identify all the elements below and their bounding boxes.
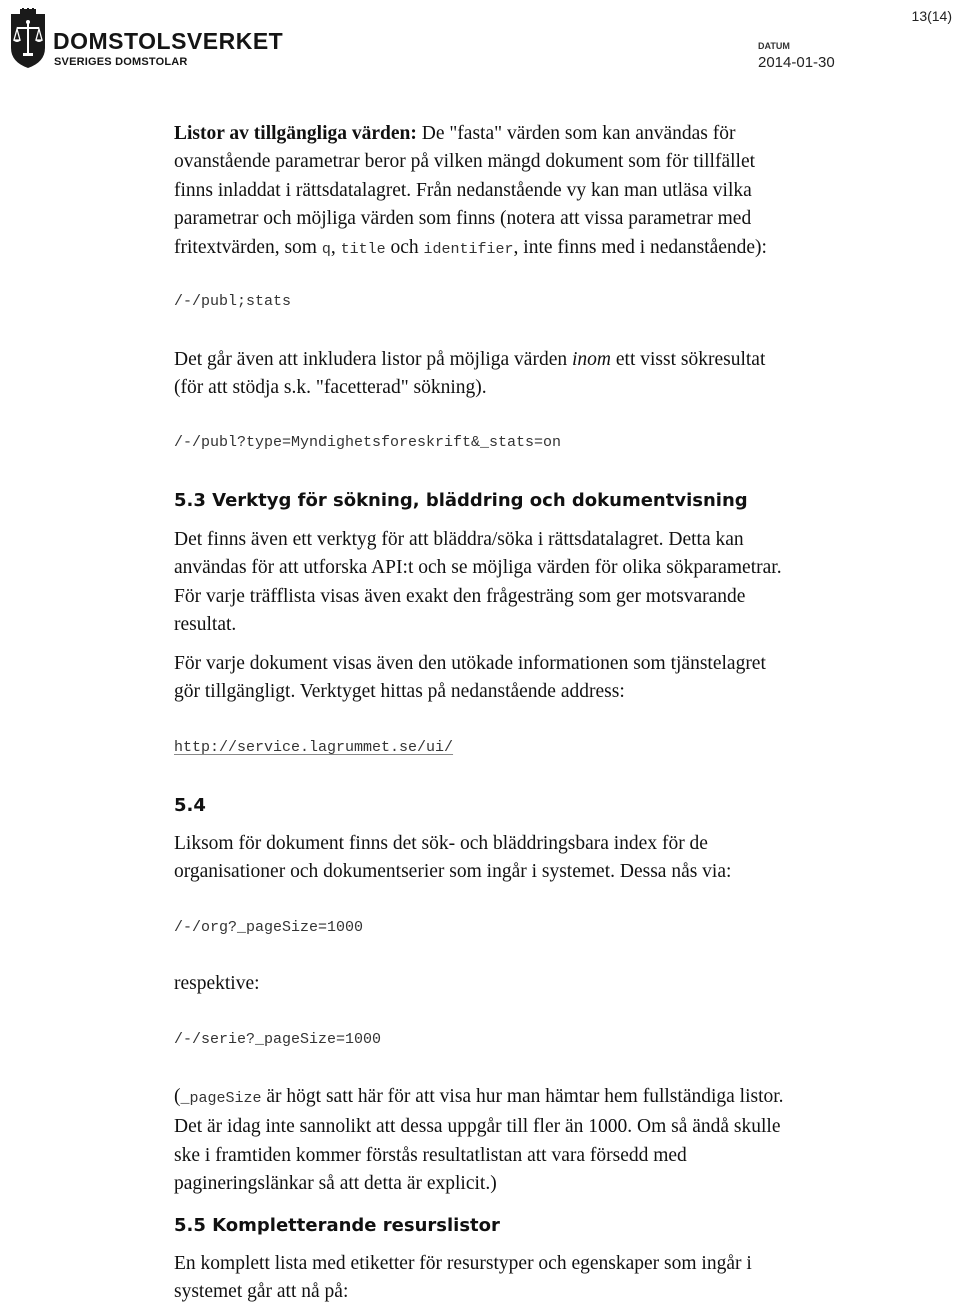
paragraph-tool-address [174,650,766,707]
text-line: organisationer och dokumentserier som ingår i systemet. Dessa nås via: [174,861,732,883]
scales-of-justice-emblem-icon [8,8,48,70]
text-segment: ett visst sökresultat [611,349,766,370]
paragraph-resource-labels [174,1250,752,1307]
paragraph-facets [174,346,765,403]
text-line: (för att stödja s.k. "facetterad" sökning). [174,377,487,399]
text-line: gör tillgängligt. Verktyget hittas på nedanstående address: [174,681,625,703]
text-segment: fritextvärden, som [174,236,322,258]
emphasis-text: inom [572,349,611,370]
text-line: Det finns även ett verktyg för att bläddra/söka i rättsdatalagret. Detta kan [174,529,744,550]
paragraph-index [174,830,731,887]
code-example-stats: /-/publ;stats [174,293,292,310]
text-line: användas för att utforska API:t och se möjliga värden för olika sökparametrar. [174,557,782,579]
text-segment: , [330,236,341,258]
text-line: respektive: [174,973,260,994]
paragraph-lead: Listor av tillgängliga värden: [174,123,417,144]
text-line: Det är idag inte sannolikt att dessa uppgår till fler än 1000. Om så ändå skulle [174,1116,781,1138]
code-example-facet-stats: /-/publ?type=Myndighetsforeskrift&_stats=on [174,434,562,451]
code-example-serie: /-/serie?_pageSize=1000 [174,1031,382,1048]
service-ui-link[interactable]: http://service.lagrummet.se/ui/ [174,739,454,756]
text-line: resultat. [174,614,237,636]
section-heading-5-5: 5.5 Kompletterande resurslistor [174,1215,500,1236]
code-example-org: /-/org?_pageSize=1000 [174,919,364,936]
text-line: För varje dokument visas även den utökade informationen som tjänstelagret [174,653,766,674]
text-segment: och [385,236,424,258]
text-line: systemet går att nå på: [174,1281,349,1303]
paragraph-pagesize-note [174,1083,784,1199]
text-segment: ( [174,1086,181,1107]
date-label: DATUM [758,41,790,51]
text-line: pagineringslänkar så att detta är explicit.) [174,1173,497,1195]
section-heading-5-3: 5.3 Verktyg för sökning, bläddring och dokumentvisning [174,490,748,511]
text-segment: Det går även att inkludera listor på möjliga värden [174,349,572,370]
text-line: ovanstående parametrar beror på vilken mängd dokument som för tillfället [174,151,756,173]
inline-code: identifier [423,240,514,258]
text-line: En komplett lista med etiketter för resurstyper och egenskaper som ingår i [174,1253,752,1274]
date-value: 2014-01-30 [758,54,835,71]
text-line: parametrar och möjliga värden som finns (notera att vissa parametrar med [174,208,752,230]
respektive-text [174,970,260,998]
text-line: finns inladdat i rättsdatalagret. Från nedanstående vy kan man utläsa vilka [174,179,752,201]
brand-name: DOMSTOLSVERKET [53,28,284,54]
text-segment: , inte finns med i nedanstående): [513,236,767,258]
paragraph-available-values [174,120,767,264]
text-line: För varje träfflista visas även exakt den frågesträng som ger motsvarande [174,585,746,607]
page-number: 13(14) [911,8,952,24]
section-heading-5-4: 5.4 [174,795,206,816]
text-line: ske i framtiden kommer förstås resultatlistan att vara försedd med [174,1144,687,1166]
text-line: De "fasta" värden som kan användas för [416,123,736,144]
paragraph-tool-intro [174,526,782,640]
text-line: Liksom för dokument finns det sök- och bläddringsbara index för de [174,833,708,854]
inline-code: _pageSize [180,1090,262,1107]
brand-subtitle: SVERIGES DOMSTOLAR [54,56,188,68]
text-segment: är högt satt här för att visa hur man hämtar hem fullständiga listor. [261,1086,784,1107]
inline-code: q [321,240,331,258]
inline-code: title [340,240,386,258]
